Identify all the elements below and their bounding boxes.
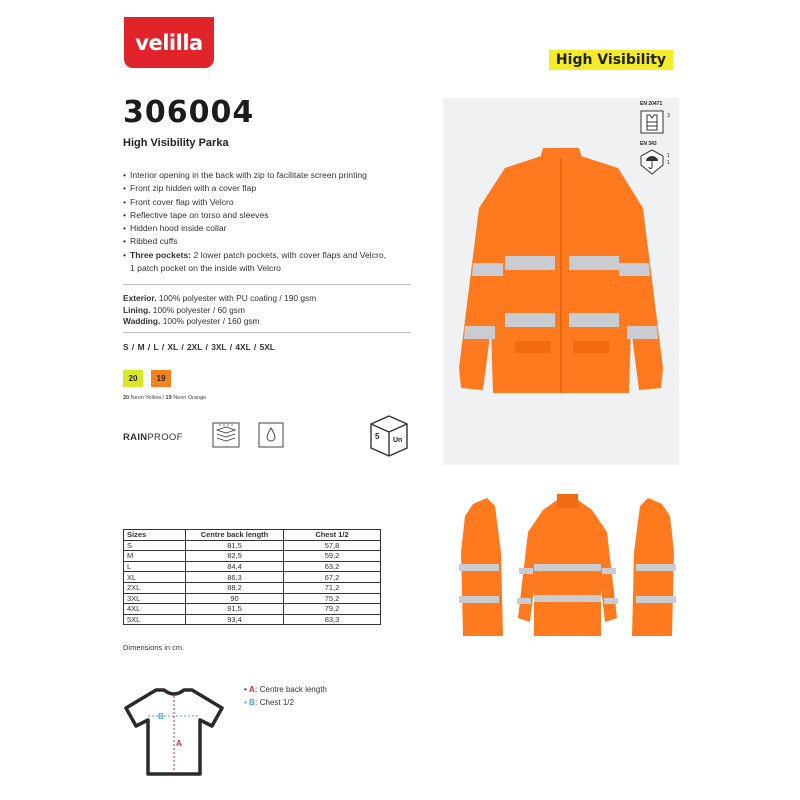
table-cell: 67,2: [284, 572, 381, 583]
table-cell: 83,3: [284, 614, 381, 625]
table-row: [124, 593, 381, 604]
table-row: [124, 614, 381, 625]
product-photo-side-right: [625, 492, 680, 640]
measure-mark-a: A: [176, 739, 182, 748]
table-row: [124, 540, 381, 551]
dimensions-note: Dimensions in cm.: [123, 643, 185, 652]
fabric-value: 100% polyester with PU coating / 190 gsm: [158, 293, 317, 303]
table-cell: 71,2: [284, 582, 381, 593]
table-row: [124, 604, 381, 615]
table-cell: S: [124, 540, 186, 551]
high-visibility-vest-icon: [640, 110, 664, 134]
fabric-exterior: [123, 293, 316, 305]
table-cell: 81,5: [186, 540, 284, 551]
color-name: Neon Yellow: [130, 395, 161, 401]
table-cell: L: [124, 561, 186, 572]
pockets-line1: 2 lower patch pockets, with cover flaps and Velcro,: [193, 249, 387, 260]
table-cell: 3XL: [124, 593, 186, 604]
cert-standard: EN 20471: [640, 101, 663, 107]
size-range: S / M / L / XL / 2XL / 3XL / 4XL / 5XL: [123, 342, 275, 352]
fabric-layers-icon: [212, 422, 240, 448]
category-label: High Visibility: [555, 52, 667, 68]
product-code: 306004: [123, 95, 255, 130]
color-name: Neon Orange: [173, 395, 207, 401]
feature-item: • Interior opening in the back with zip to facilitate screen printing: [123, 169, 423, 182]
fabric-label: Lining.: [123, 304, 151, 315]
fabric-label: Exterior.: [123, 293, 157, 303]
size-table: [123, 529, 381, 625]
table-cell: 4XL: [124, 604, 186, 615]
table-row: [124, 572, 381, 583]
table-cell: 90: [186, 593, 284, 604]
table-cell: 82,5: [186, 551, 284, 562]
legend-key: B:: [249, 698, 258, 707]
table-cell: 75,2: [284, 593, 381, 604]
feature-item: • Hidden hood inside collar: [123, 222, 423, 235]
legend-a: • A: Centre back length: [244, 685, 327, 694]
cert-class: 3: [667, 113, 670, 119]
pockets-line2: 1 patch pocket on the inside with Velcro: [130, 263, 281, 274]
measure-mark-b: B: [158, 712, 164, 721]
swatch-code: 20: [128, 374, 138, 383]
fabric-lining: [123, 305, 316, 317]
table-cell: M: [124, 551, 186, 562]
product-photo-side-left: [455, 492, 513, 640]
feature-pockets: [123, 249, 423, 262]
table-cell: 93,4: [186, 614, 284, 625]
legend-key: A:: [249, 685, 258, 694]
table-cell: XL: [124, 572, 186, 583]
velilla-logo: [124, 17, 214, 68]
feature-item: • Front cover flap with Velcro: [123, 196, 423, 209]
product-photo-back: [515, 492, 620, 640]
feature-item: • Ribbed cuffs: [123, 235, 423, 248]
table-row: [124, 582, 381, 593]
color-swatch-neon-yellow: [123, 370, 143, 387]
category-badge: [549, 50, 673, 70]
parka-side-left-illustration: [455, 492, 513, 640]
table-row: [124, 561, 381, 572]
legend-b: • B: Chest 1/2: [244, 698, 294, 707]
parka-back-illustration: [515, 492, 620, 640]
rainproof-rest: PROOF: [147, 432, 183, 443]
feature-item: • Reflective tape on torso and sleeves: [123, 209, 423, 222]
feature-list: [123, 169, 423, 275]
cert-class: 1: [667, 153, 670, 159]
legend-label: Centre back length: [259, 685, 327, 694]
color-swatch-neon-orange: [151, 370, 171, 387]
fabric-value: 100% polyester / 160 gsm: [162, 316, 260, 326]
table-cell: 2XL: [124, 582, 186, 593]
fabric-wadding: [123, 316, 316, 328]
rainproof-label: [123, 432, 183, 443]
parka-side-right-illustration: [625, 492, 680, 640]
table-header: Centre back length: [186, 530, 284, 541]
table-header-row: [124, 530, 381, 541]
table-cell: 59,2: [284, 551, 381, 562]
fabric-label: Wadding.: [123, 316, 161, 326]
table-cell: 86,3: [186, 572, 284, 583]
table-cell: 5XL: [124, 614, 186, 625]
logo-text: velilla: [135, 30, 203, 55]
table-cell: 88,2: [186, 582, 284, 593]
umbrella-rain-icon: [640, 149, 664, 175]
product-name: High Visibility Parka: [123, 137, 229, 149]
feature-item: • Front zip hidden with a cover flap: [123, 182, 423, 195]
table-cell: 91,5: [186, 604, 284, 615]
table-cell: 79,2: [284, 604, 381, 615]
rainproof-bold: RAIN: [123, 432, 148, 443]
table-cell: 57,8: [284, 540, 381, 551]
feature-pockets-cont: [123, 262, 423, 275]
table-cell: 63,2: [284, 561, 381, 572]
divider: [123, 284, 411, 285]
legend-label: Chest 1/2: [259, 698, 294, 707]
cert-standard: EN 343: [640, 141, 657, 147]
cert-class: 1: [667, 160, 670, 166]
fabric-value: 100% polyester / 60 gsm: [152, 304, 245, 315]
pockets-label: Three pockets:: [130, 249, 192, 260]
pack-unit: Un: [393, 437, 403, 444]
table-row: [124, 551, 381, 562]
table-cell: 84,4: [186, 561, 284, 572]
table-header: Chest 1/2: [284, 530, 381, 541]
fabric-composition: [123, 293, 316, 328]
color-sep: /: [162, 395, 164, 401]
color-code: 19: [165, 395, 172, 401]
pack-qty: 5: [375, 432, 380, 441]
color-legend: [123, 395, 206, 401]
color-code: 20: [123, 395, 130, 401]
divider: [123, 332, 411, 333]
tshirt-measurement-icon: [122, 686, 226, 778]
water-drop-icon: [258, 422, 284, 448]
swatch-code: 19: [156, 374, 166, 383]
table-header: Sizes: [124, 530, 186, 541]
